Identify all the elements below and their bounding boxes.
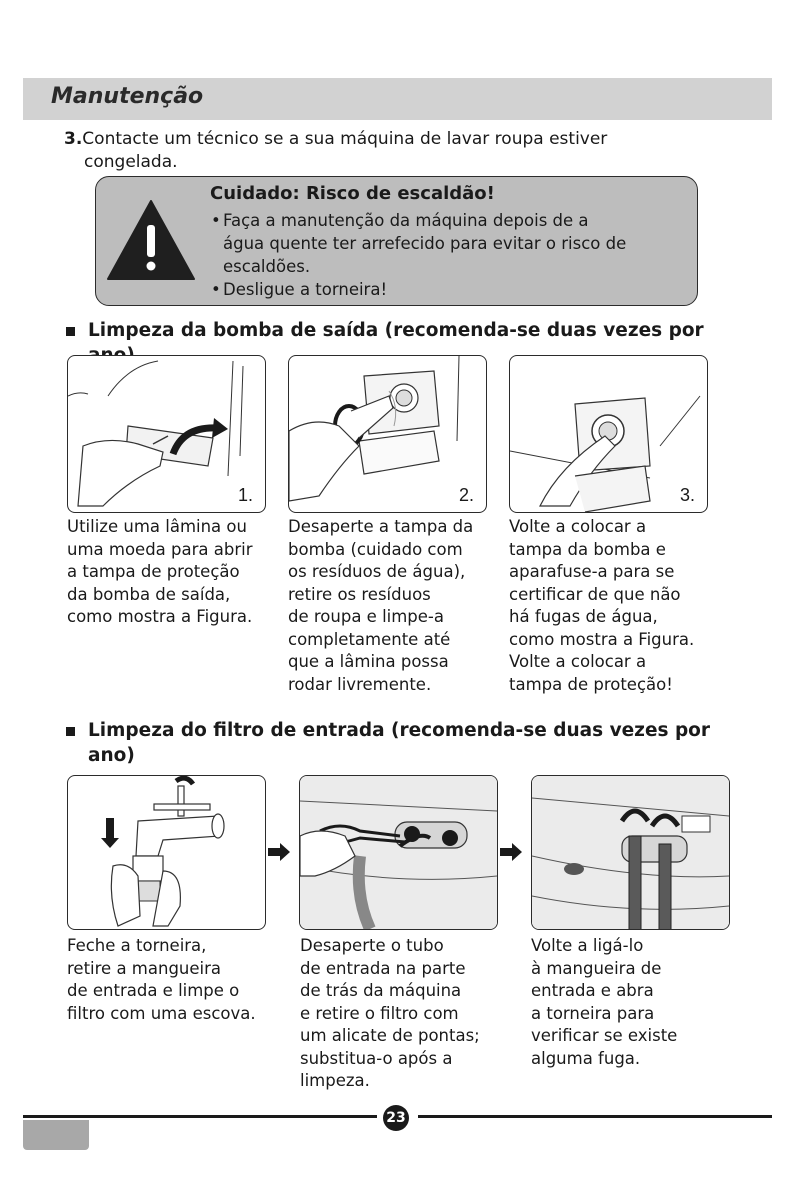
caption-pump-2	[288, 516, 473, 696]
caption-line: que a lâmina possa	[288, 652, 449, 671]
section-heading-text-line-2: ano)	[88, 745, 135, 766]
remove-filter-illustration	[300, 776, 497, 929]
caption-line: da bomba de saída,	[67, 584, 231, 604]
page-title: Manutenção	[51, 84, 204, 109]
caution-item	[209, 209, 689, 278]
caption-line: uma moeda para abrir	[67, 539, 253, 559]
caption-line: Volte a ligá-lo	[531, 936, 644, 955]
arrow-right-icon	[500, 843, 522, 861]
caption-pump-1	[67, 516, 253, 629]
caution-item-line: escaldões.	[223, 257, 311, 276]
caution-list	[209, 209, 689, 301]
caption-line: há fugas de água,	[509, 607, 658, 626]
caption-line: completamente até	[288, 629, 451, 649]
caption-line: retire os resíduos	[288, 584, 431, 604]
caption-line: como mostra a Figura.	[67, 607, 253, 626]
caption-filter-1	[67, 935, 256, 1025]
caption-line: os resíduos de água),	[288, 562, 466, 581]
caption-line: entrada e abra	[531, 981, 654, 1000]
figure-pump-1	[67, 355, 266, 513]
footer-rule-right	[418, 1115, 772, 1118]
square-bullet-icon	[66, 327, 75, 336]
caption-line: à mangueira de	[531, 958, 662, 978]
step-number: 3.	[64, 129, 83, 149]
caption-line: certificar de que não	[509, 584, 681, 604]
figure-filter-2	[299, 775, 498, 930]
caption-line: bomba (cuidado com	[288, 539, 463, 559]
caption-line: Volte a colocar a	[509, 517, 647, 536]
caption-line: tampa de proteção!	[509, 674, 673, 694]
page-number: 23	[383, 1105, 409, 1131]
caption-line: a torneira para	[531, 1003, 655, 1023]
caption-line: como mostra a Figura.	[509, 629, 695, 649]
unscrew-pump-illustration	[289, 356, 486, 512]
caption-filter-2	[300, 935, 480, 1093]
footer-tab	[23, 1120, 89, 1150]
caption-line: substitua-o após a	[300, 1048, 453, 1068]
caption-line: a tampa de proteção	[67, 562, 240, 581]
caption-pump-3	[509, 516, 694, 696]
step-3-paragraph	[64, 128, 704, 174]
caption-line: alguma fuga.	[531, 1048, 641, 1068]
caption-line: filtro com uma escova.	[67, 1003, 256, 1023]
caption-line: e retire o filtro com	[300, 1003, 459, 1023]
caption-line: Volte a colocar a	[509, 652, 647, 671]
caption-line: Desaperte a tampa da	[288, 517, 474, 536]
arrow-right-icon	[268, 843, 290, 861]
step-text-line-1: Contacte um técnico se a sua máquina de lavar roupa estiver	[82, 129, 608, 149]
section-heading-text: Limpeza da bomba de saída (recomenda-se duas vezes por	[88, 320, 704, 341]
caption-line: de trás da máquina	[300, 981, 462, 1000]
figure-number: 3.	[679, 485, 695, 505]
square-bullet-icon	[66, 727, 75, 736]
caution-item-line: • Faça a manutenção da máquina depois de a	[223, 211, 589, 230]
caption-line: Feche a torneira,	[67, 936, 207, 955]
caption-line: de entrada na parte	[300, 958, 466, 978]
caption-line: tampa da bomba e	[509, 539, 666, 559]
caution-title: Cuidado: Risco de escaldão!	[210, 183, 495, 204]
open-cover-illustration	[68, 356, 265, 512]
caution-item-line: água quente ter arrefecido para evitar o risco de	[223, 234, 627, 253]
step-text-line-2: congelada.	[84, 152, 178, 172]
figure-filter-3	[531, 775, 730, 930]
caption-line: um alicate de pontas;	[300, 1026, 480, 1045]
caption-line: verificar se existe	[531, 1026, 678, 1045]
caption-line: Utilize uma lâmina ou	[67, 517, 247, 536]
section-heading-text-line-1: Limpeza do filtro de entrada (recomenda-se duas vezes por	[88, 720, 711, 741]
refit-pump-illustration	[510, 356, 707, 512]
caution-item: • Desligue a torneira!	[209, 278, 689, 301]
caption-filter-3	[531, 935, 677, 1070]
figure-number: 2.	[458, 485, 474, 505]
caption-line: rodar livremente.	[288, 674, 432, 694]
section-heading-inlet-filter	[66, 718, 746, 768]
caution-box	[95, 176, 698, 306]
caption-line: Desaperte o tubo	[300, 936, 444, 955]
caption-line: de roupa e limpe-a	[288, 607, 445, 626]
reconnect-hoses-illustration	[532, 776, 729, 929]
caption-line: de entrada e limpe o	[67, 981, 240, 1000]
caption-line: limpeza.	[300, 1071, 370, 1090]
caption-line: retire a mangueira	[67, 958, 222, 978]
figure-number: 1.	[237, 485, 253, 505]
figure-pump-2	[288, 355, 487, 513]
footer-rule-left	[23, 1115, 377, 1118]
caption-line: aparafuse-a para se	[509, 562, 675, 581]
figure-pump-3	[509, 355, 708, 513]
figure-filter-1	[67, 775, 266, 930]
section-header-bar	[23, 78, 772, 120]
warning-triangle-icon	[106, 199, 196, 281]
close-tap-illustration	[68, 776, 265, 929]
